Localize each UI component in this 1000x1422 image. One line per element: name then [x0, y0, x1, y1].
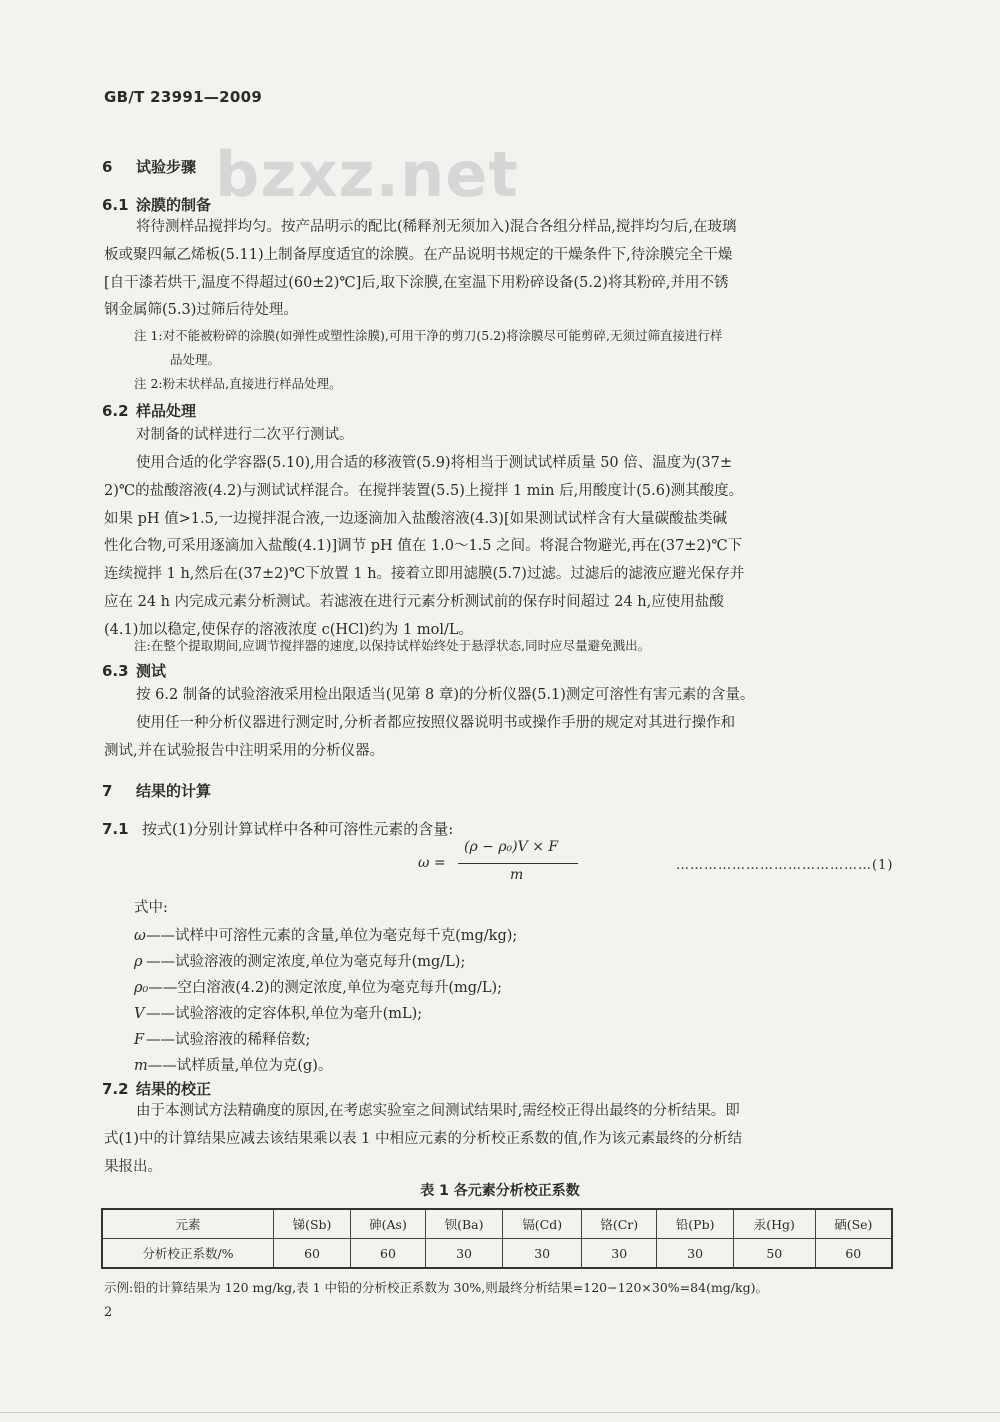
- text-line: 板或聚四氟乙烯板(5.11)上制备厚度适宜的涂膜。在产品说明书规定的干燥条件下,待涂膜完全干燥: [104, 246, 733, 263]
- paragraph-6-3-b: [104, 710, 894, 766]
- table-cell: 镉(Cd): [503, 1209, 582, 1239]
- symbol: m: [134, 1058, 148, 1074]
- table-cell: 60: [274, 1239, 351, 1269]
- definition-row: [134, 924, 517, 945]
- definition-text: ——试验溶液的测定浓度,单位为毫克每升(mg/L);: [146, 954, 466, 970]
- section-7-2-heading: [102, 1078, 211, 1099]
- table-caption: 表 1 各元素分析校正系数: [420, 1183, 580, 1199]
- section-number: 6.2: [102, 402, 129, 420]
- table-cell: 60: [351, 1239, 426, 1269]
- text-line: 使用任一种分析仪器进行测定时,分析者都应按照仪器说明书或操作手册的规定对其进行操作和: [136, 715, 736, 731]
- symbol: ρ: [134, 954, 143, 970]
- formula-numerator: (ρ − ρ₀)V × F: [464, 839, 559, 855]
- section-title: 试验步骤: [136, 158, 197, 176]
- definition-row: [134, 1028, 310, 1049]
- table-cell: 30: [657, 1239, 734, 1269]
- symbol: V: [134, 1006, 145, 1022]
- equation-number: ……………………………………(1): [676, 858, 894, 873]
- note-2: 注 2:粉末状样品,直接进行样品处理。: [134, 376, 342, 391]
- formula-1: [418, 839, 578, 887]
- table-cell: 铬(Cr): [582, 1209, 657, 1239]
- text-line: 测试,并在试验报告中注明采用的分析仪器。: [104, 742, 385, 759]
- row-header: 元素: [102, 1209, 274, 1239]
- section-title: 结果的计算: [136, 782, 212, 800]
- section-title: 结果的校正: [136, 1080, 212, 1098]
- section-number: 7.2: [102, 1080, 129, 1098]
- section-6-1-heading: [102, 194, 211, 215]
- definition-text: ——空白溶液(4.2)的测定浓度,单位为毫克每升(mg/L);: [148, 980, 503, 996]
- table-cell: 50: [734, 1239, 816, 1269]
- section-6-2-heading: [102, 400, 196, 421]
- table-cell: 硒(Se): [815, 1209, 892, 1239]
- note-6-2: 注:在整个提取期间,应调节搅拌器的速度,以保持试样始终处于悬浮状态,同时应尽量避免溅出。: [134, 638, 651, 653]
- table-cell: 铅(Pb): [657, 1209, 734, 1239]
- section-number: 7.1: [102, 820, 129, 838]
- example-note: 示例:铅的计算结果为 120 mg/kg,表 1 中铅的分析校正系数为 30%,则最终分析结果=120−120×30%=84(mg/kg)。: [104, 1280, 768, 1295]
- definition-row: [134, 976, 502, 997]
- section-7-1-heading: [102, 818, 453, 839]
- text-line: 应在 24 h 内完成元素分析测试。若滤液在进行元素分析测试前的保存时间超过 24 h,应使用盐酸: [104, 593, 724, 610]
- section-7-heading: [102, 780, 211, 801]
- definition-text: ——试验溶液的稀释倍数;: [146, 1032, 311, 1048]
- text-line: (4.1)加以稳定,使保存的溶液浓度 c(HCl)约为 1 mol/L。: [104, 621, 473, 638]
- table-cell: 60: [815, 1239, 892, 1269]
- text-line: 果报出。: [104, 1158, 162, 1175]
- table-row: [102, 1239, 892, 1269]
- formula-denominator: m: [510, 867, 524, 883]
- paragraph-7-2: [104, 1098, 894, 1181]
- section-title: 涂膜的制备: [136, 196, 212, 214]
- table-cell: 30: [582, 1239, 657, 1269]
- table-cell: 钡(Ba): [425, 1209, 502, 1239]
- text-line: 由于本测试方法精确度的原因,在考虑实验室之间测试结果时,需经校正得出最终的分析结果。即: [136, 1103, 740, 1119]
- definition-text: ——试验溶液的定容体积,单位为毫升(mL);: [146, 1006, 423, 1022]
- section-number: 6.1: [102, 196, 129, 214]
- section-number: 6: [102, 158, 113, 176]
- note-1: [134, 324, 894, 372]
- text-line: 性化合物,可采用逐滴加入盐酸(4.1)]调节 pH 值在 1.0～1.5 之间。将混合物避光,再在(37±2)℃下: [104, 538, 743, 555]
- table-cell: 30: [425, 1239, 502, 1269]
- formula-lhs: ω =: [418, 855, 446, 871]
- text-line: [自干漆若烘干,温度不得超过(60±2)℃]后,取下涂膜,在室温下用粉碎设备(5.2)将其粉碎,并用不锈: [104, 274, 729, 291]
- table-cell: 30: [503, 1239, 582, 1269]
- section-6-3-heading: [102, 660, 166, 681]
- text-line: 将待测样品搅拌均匀。按产品明示的配比(稀释剂无须加入)混合各组分样品,搅拌均匀后,在玻璃: [136, 219, 737, 235]
- section-title: 按式(1)分别计算试样中各种可溶性元素的含量:: [142, 820, 454, 838]
- definition-text: ——试样中可溶性元素的含量,单位为毫克每千克(mg/kg);: [146, 928, 518, 944]
- table-row: [102, 1209, 892, 1239]
- text-line: 2)℃的盐酸溶液(4.2)与测试试样混合。在搅拌装置(5.5)上搅拌 1 min 后,用酸度计(5.6)测其酸度。: [104, 482, 744, 499]
- paragraph-6-3-a: [104, 682, 894, 710]
- text-line: 对制备的试样进行二次平行测试。: [136, 427, 354, 443]
- paragraph-6-2-b: [104, 450, 894, 645]
- text-line: 如果 pH 值>1.5,一边搅拌混合液,一边逐滴加入盐酸溶液(4.3)[如果测试试样含有大量碳酸盐类碱: [104, 510, 728, 527]
- definition-row: [134, 950, 465, 971]
- text-line: 式(1)中的计算结果应减去该结果乘以表 1 中相应元素的分析校正系数的值,作为该元素最终的分析结: [104, 1130, 743, 1147]
- note-line: 注 1:对不能被粉碎的涂膜(如弹性或塑性涂膜),可用干净的剪刀(5.2)将涂膜尽可能剪碎,无须过筛直接进行样: [134, 328, 723, 343]
- watermark: bzxz.net: [215, 138, 519, 211]
- page-number: 2: [104, 1305, 113, 1320]
- note-line: 品处理。: [170, 352, 221, 367]
- section-number: 7: [102, 782, 113, 800]
- row-header: 分析校正系数/%: [102, 1239, 274, 1269]
- standard-code: GB/T 23991—2009: [104, 88, 263, 106]
- section-6-heading: [102, 156, 196, 177]
- table-cell: 砷(As): [351, 1209, 426, 1239]
- text-line: 按 6.2 制备的试验溶液采用检出限适当(见第 8 章)的分析仪器(5.1)测定可溶性有害元素的含量。: [136, 687, 755, 703]
- correction-coefficient-table: [101, 1208, 893, 1269]
- section-title: 测试: [136, 662, 167, 680]
- section-title: 样品处理: [136, 402, 197, 420]
- symbol: F: [134, 1032, 145, 1048]
- table-cell: 汞(Hg): [734, 1209, 816, 1239]
- text-line: 连续搅拌 1 h,然后在(37±2)℃下放置 1 h。接着立即用滤膜(5.7)过滤。过滤后的滤液应避光保存并: [104, 566, 745, 583]
- definition-row: [134, 1002, 422, 1023]
- page-edge-divider: [0, 1412, 1000, 1413]
- fraction-bar: [458, 863, 578, 864]
- symbol: ω: [134, 928, 146, 944]
- section-number: 6.3: [102, 662, 129, 680]
- table-cell: 锑(Sb): [274, 1209, 351, 1239]
- text-line: 使用合适的化学容器(5.10),用合适的移液管(5.9)将相当于测试试样质量 50 倍、温度为(37±: [136, 455, 733, 471]
- where-label: 式中:: [134, 900, 168, 916]
- definition-text: ——试样质量,单位为克(g)。: [147, 1058, 333, 1074]
- text-line: 钢金属筛(5.3)过筛后待处理。: [104, 302, 298, 319]
- paragraph-6-2-a: [104, 422, 894, 450]
- paragraph-6-1: [104, 214, 894, 325]
- definition-row: [134, 1054, 332, 1075]
- symbol: ρ₀: [134, 980, 149, 996]
